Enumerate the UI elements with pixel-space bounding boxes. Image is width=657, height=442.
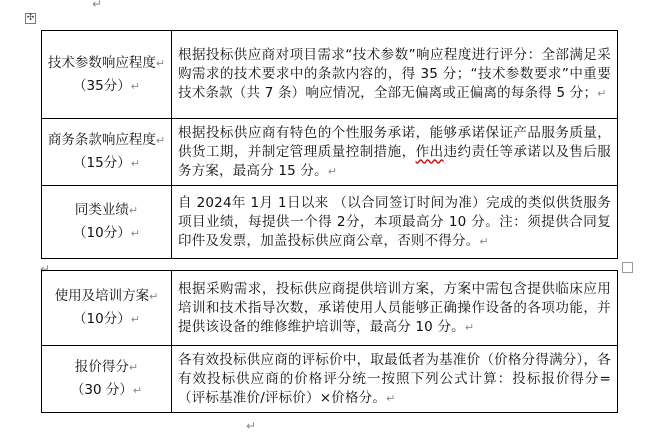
table-row bbox=[42, 271, 618, 346]
scoring-table-1 bbox=[41, 30, 618, 259]
criteria-description: 根据投标供应商有特色的个性服务承诺，能够承诺保证产品服务质量，供货工期，并制定管理质量控制措施， bbox=[178, 124, 611, 160]
scoring-table-2 bbox=[41, 270, 618, 413]
criteria-score: （35分） bbox=[73, 77, 131, 94]
paragraph-mark-icon: ↵ bbox=[40, 262, 51, 276]
paragraph-mark-icon: ↵ bbox=[130, 79, 140, 93]
paragraph-mark-icon: ↵ bbox=[386, 391, 396, 405]
criteria-label-cell[interactable] bbox=[42, 271, 172, 346]
criteria-score: （10分） bbox=[73, 225, 131, 241]
paragraph-mark-icon: ↵ bbox=[155, 56, 166, 70]
criteria-label-cell[interactable] bbox=[42, 119, 172, 186]
criteria-description: 根据采购需求，投标供应商提供培训方案，方案中需包含提供临床应用培训和技术指导次数，承诺使用人员能够正确操作设备的各项功能，并提供该设备的维修维护培训等，最高分 10 分。 bbox=[178, 280, 611, 335]
criteria-description-cell[interactable] bbox=[172, 271, 618, 346]
criteria-description-tail: 违约责任等承诺以及售后服务方案，最高分 15 分。 bbox=[178, 143, 611, 179]
paragraph-mark-icon: ↵ bbox=[479, 234, 489, 248]
paragraph-mark-icon: ↵ bbox=[130, 157, 140, 170]
table-row bbox=[42, 186, 618, 259]
paragraph-mark-icon: ↵ bbox=[92, 0, 103, 11]
criteria-name: 商务条款响应程度 bbox=[47, 132, 156, 148]
paragraph-mark-icon: ↵ bbox=[464, 320, 475, 334]
table-resize-icon[interactable] bbox=[622, 262, 633, 273]
criteria-description: 各有效投标供应商的评标价中，取最低者为基准价（价格分得满分），各有效投标供应商的价格评分统一按照下列公式计算：投标报价得分=（评标基准价/评标价）×价格分。 bbox=[178, 351, 611, 406]
paragraph-mark-icon: ↵ bbox=[597, 87, 607, 100]
paragraph-mark-icon: ↵ bbox=[130, 227, 140, 240]
table-move-icon[interactable]: ✣ bbox=[26, 13, 35, 23]
criteria-name: 技术参数响应程度 bbox=[47, 54, 156, 71]
paragraph-mark-icon: ↵ bbox=[149, 290, 159, 303]
paragraph-mark-icon: ↵ bbox=[128, 361, 139, 374]
criteria-description: 根据投标供应商对项目需求“技术参数”响应程度进行评分：全部满足采购需求的技术要求中的条款内容的，得 35 分；“技术参数要求”中重要技术条款（共 7 条）响应情况，全部无偏离或正偏离的每条得 5 分； bbox=[178, 47, 611, 101]
criteria-description-cell[interactable] bbox=[172, 31, 618, 119]
criteria-label-cell[interactable] bbox=[42, 31, 172, 119]
criteria-description-cell[interactable] bbox=[172, 186, 618, 259]
criteria-description: 自 2024年 1月 1日以来 （以合同签订时间为准）完成的类似供货服务项目业绩，每提供一个得 2分，本项最高分 10 分。注：须提供合同复印件及发票，加盖投标供应商公章，否则不得分。 bbox=[178, 194, 611, 249]
spell-check-flag[interactable]: 作出 bbox=[415, 143, 444, 160]
criteria-name: 使用及培训方案 bbox=[54, 288, 150, 304]
table-row bbox=[42, 31, 618, 119]
criteria-description-cell[interactable] bbox=[172, 346, 618, 413]
paragraph-mark-icon: ↵ bbox=[128, 204, 139, 217]
criteria-label-cell[interactable] bbox=[42, 346, 172, 413]
criteria-score: （10分） bbox=[73, 311, 131, 327]
criteria-name: 同类业绩 bbox=[74, 202, 129, 218]
paragraph-mark-icon: ↵ bbox=[327, 164, 338, 178]
criteria-score: （30 分） bbox=[70, 382, 133, 398]
paragraph-mark-icon: ↵ bbox=[155, 134, 166, 147]
table-row bbox=[42, 119, 618, 186]
table-row bbox=[42, 346, 618, 413]
criteria-score: （15分） bbox=[73, 155, 131, 171]
criteria-name: 报价得分 bbox=[74, 359, 129, 375]
criteria-description-cell[interactable] bbox=[172, 119, 618, 186]
paragraph-mark-icon: ↵ bbox=[132, 384, 143, 397]
paragraph-mark-icon: ↵ bbox=[130, 313, 140, 326]
paragraph-mark-icon: ↵ bbox=[246, 419, 257, 433]
criteria-label-cell[interactable] bbox=[42, 186, 172, 259]
